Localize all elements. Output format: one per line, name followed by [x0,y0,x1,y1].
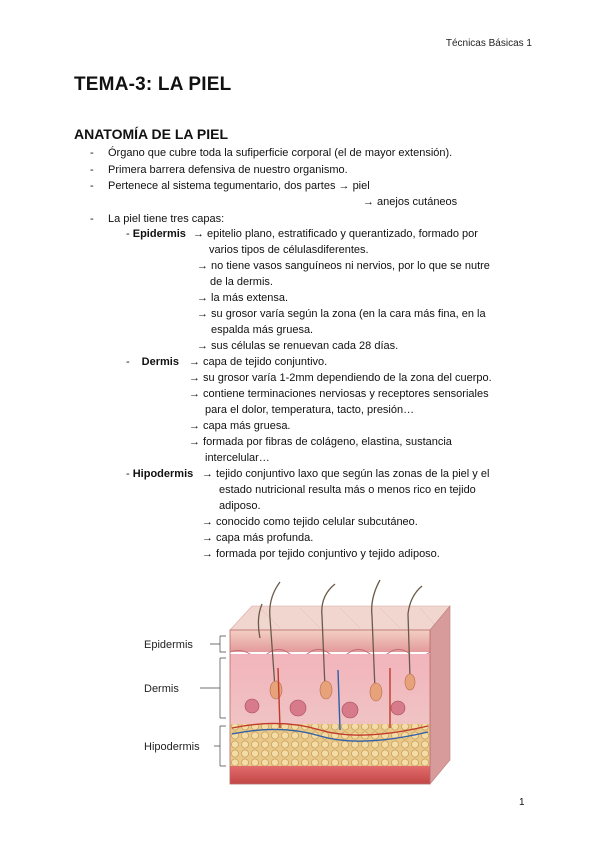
skin-surface [230,606,450,630]
dermis-line: → capa de tejido conjuntivo. [189,356,328,368]
bullet-dash: - [90,180,94,192]
hipodermis-line: → tejido conjuntivo laxo que según las zonas de la piel y el [202,468,490,480]
figure-label-hipodermis: Hipodermis [144,741,200,753]
hipodermis-line: → capa más profunda. [202,532,314,544]
hipodermis-label: Hipodermis [132,468,194,480]
dermis-heading [126,355,179,369]
hipodermis-line: adiposo. [219,500,261,512]
bullet-dash: - [90,213,94,225]
hipodermis-heading [126,467,193,481]
hipodermis-line: → conocido como tejido celular subcutáneo. [202,516,418,528]
dermis-line: intercelular… [205,452,270,464]
epidermis-prefix: - [126,228,133,240]
figure-label-epidermis: Epidermis [144,639,193,651]
dermis-line: → formada por fibras de colágeno, elastina, sustancia [189,436,452,448]
dermis-line: → capa más gruesa. [189,420,291,432]
epidermis-line: varios tipos de célulasdiferentes. [209,244,369,256]
dermis-label: Dermis [141,356,179,368]
dermis-line: para el dolor, temperatura, tacto, presión… [205,404,415,416]
epidermis-line: → no tiene vasos sanguíneos ni nervios, por lo que se nutre [197,260,490,272]
page-title: TEMA-3: LA PIEL [74,74,232,95]
epidermis-label: Epidermis [132,228,186,240]
section-title: ANATOMÍA DE LA PIEL [74,126,228,142]
epidermis-heading [126,227,186,241]
bullet-continuation: → anejos cutáneos [363,196,458,208]
muscle-layer [230,766,430,784]
bullet-item: Órgano que cubre toda la sufiperficie corporal (el de mayor extensión). [108,147,453,159]
epidermis-line: espalda más gruesa. [211,324,314,336]
bullet-item: Primera barrera defensiva de nuestro organismo. [108,164,348,176]
epidermis-line: → epitelio plano, estratificado y querantizado, formado por [193,228,478,240]
hipodermis-line: → formada por tejido conjuntivo y tejido adiposo. [202,548,440,560]
epidermis-line: de la dermis. [210,276,273,288]
epidermis-line: → su grosor varía según la zona (en la cara más fina, en la [197,308,486,320]
hipodermis-prefix: - [126,468,133,480]
epidermis-layer [230,630,430,652]
bullet-item: La piel tiene tres capas: [108,213,225,225]
hipodermis-line: estado nutricional resulta más o menos rico en tejido [219,484,476,496]
bullet-item: Pertenece al sistema tegumentario, dos partes → piel [108,180,370,192]
bullet-dash: - [90,164,94,176]
epidermis-line: → la más extensa. [197,292,289,304]
dermis-line: → su grosor varía 1-2mm dependiendo de la zona del cuerpo. [189,372,492,384]
skin-side-face [430,606,450,784]
dermis-line: → contiene terminaciones nerviosas y receptores sensoriales [189,388,489,400]
skin-layers-diagram [140,578,452,790]
bullet-dash: - [90,147,94,159]
epidermis-line: → sus células se renuevan cada 28 días. [197,340,399,352]
dermis-prefix: - [126,356,130,368]
page-number: 1 [519,797,525,808]
page-header: Técnicas Básicas 1 [445,38,532,49]
figure-label-dermis: Dermis [144,683,179,695]
